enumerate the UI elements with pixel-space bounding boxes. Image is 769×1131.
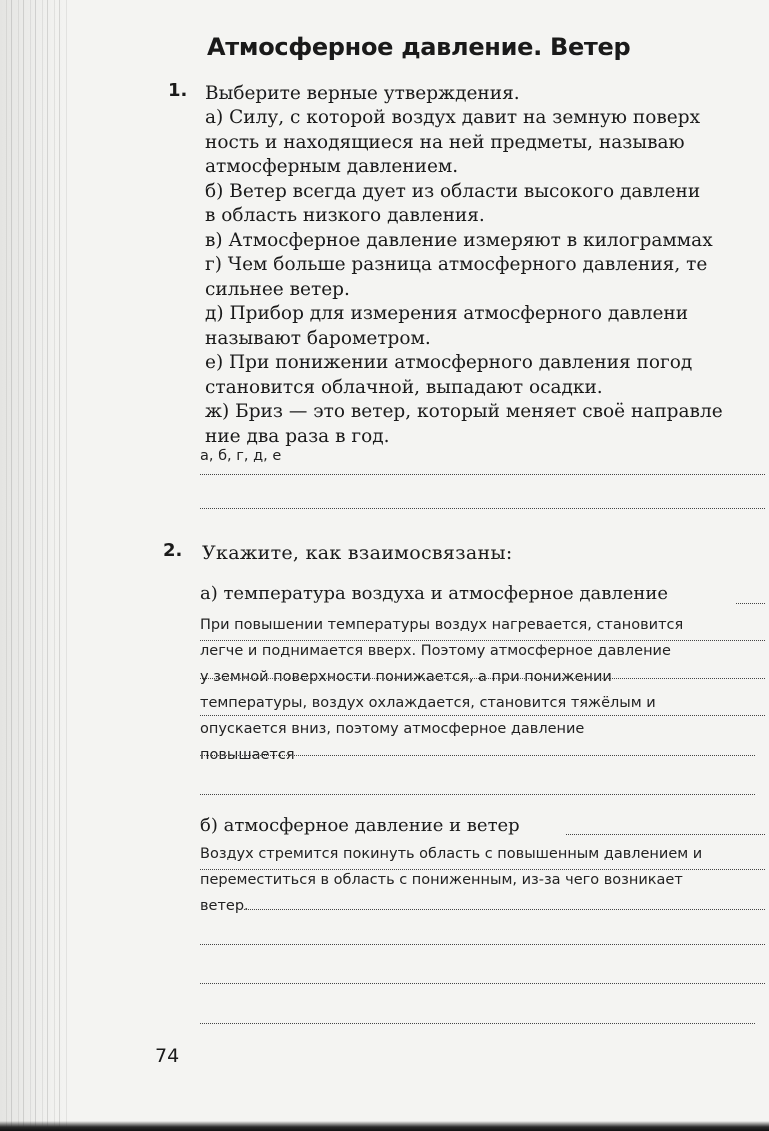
answer-line: температуры, воздух охлаждается, становится тяжёлым и — [200, 695, 656, 711]
scan-bottom-edge — [0, 1121, 769, 1131]
page-title: Атмосферное давление. Ветер — [207, 33, 631, 61]
answer-dotted-line — [200, 983, 765, 984]
question-1-answer: а, б, г, д, е — [200, 448, 282, 464]
answer-dotted-line — [200, 755, 755, 756]
answer-line: ветер. — [200, 898, 249, 914]
q1-option-line: сильнее ветер. — [205, 278, 350, 300]
answer-dotted-line — [200, 1023, 755, 1024]
answer-dotted-line — [736, 603, 765, 604]
answer-dotted-line — [200, 794, 755, 795]
q1-option-line: б) Ветер всегда дует из области высокого давлени — [205, 180, 701, 202]
q1-option-line: г) Чем больше разница атмосферного давления, те — [205, 254, 708, 275]
answer-line: опускается вниз, поэтому атмосферное давление — [200, 721, 585, 737]
answer-dotted-line — [200, 678, 765, 679]
answer-line: повышается — [200, 747, 295, 763]
q1-option-line: становится облачной, выпадают осадки. — [205, 376, 603, 398]
question-2b-answer — [200, 841, 702, 919]
answer-dotted-line — [200, 508, 765, 509]
answer-line: Воздух стремится покинуть область с повышенным давлением и — [200, 846, 703, 862]
answer-dotted-line — [200, 715, 765, 716]
q1-option-line: ние два раза в год. — [205, 425, 390, 447]
question-2b-label: б) атмосферное давление и ветер — [200, 815, 520, 836]
q1-option-line: е) При понижении атмосферного давления погод — [205, 352, 693, 373]
question-2-prompt: Укажите, как взаимосвязаны: — [202, 542, 513, 564]
q1-option-line: а) Силу, с которой воздух давит на земную поверх — [205, 107, 701, 128]
page-number: 74 — [155, 1045, 180, 1067]
answer-dotted-line — [200, 640, 765, 641]
answer-dotted-line — [566, 834, 765, 835]
q1-option-line: ность и находящиеся на ней предметы, называю — [205, 131, 685, 153]
question-2-number: 2. — [163, 540, 183, 561]
q1-option-line: ж) Бриз — это ветер, который меняет своё направле — [205, 401, 723, 422]
question-1-options — [205, 106, 723, 449]
q1-option-line: в) Атмосферное давление измеряют в килограммах — [205, 229, 713, 251]
answer-line: у земной поверхности понижается, а при понижении — [200, 669, 612, 685]
question-2a-answer — [200, 612, 683, 768]
answer-line: При повышении температуры воздух нагревается, становится — [200, 617, 684, 633]
q1-option-line: называют барометром. — [205, 327, 431, 349]
answer-dotted-line — [200, 869, 765, 870]
scan-binding-edge — [0, 0, 70, 1131]
answer-dotted-line — [200, 474, 765, 475]
q1-option-line: в область низкого давления. — [205, 205, 485, 226]
question-1-number: 1. — [168, 80, 188, 101]
answer-dotted-line — [244, 909, 765, 910]
answer-dotted-line — [200, 944, 765, 945]
answer-line: переместиться в область с пониженным, из-за чего возникает — [200, 872, 683, 888]
q1-option-line: д) Прибор для измерения атмосферного давлени — [205, 303, 689, 324]
question-1-prompt: Выберите верные утверждения. — [205, 83, 520, 104]
question-2a-label: а) температура воздуха и атмосферное давление — [200, 583, 669, 604]
q1-option-line: атмосферным давлением. — [205, 156, 459, 177]
answer-line: легче и поднимается вверх. Поэтому атмосферное давление — [200, 643, 671, 659]
